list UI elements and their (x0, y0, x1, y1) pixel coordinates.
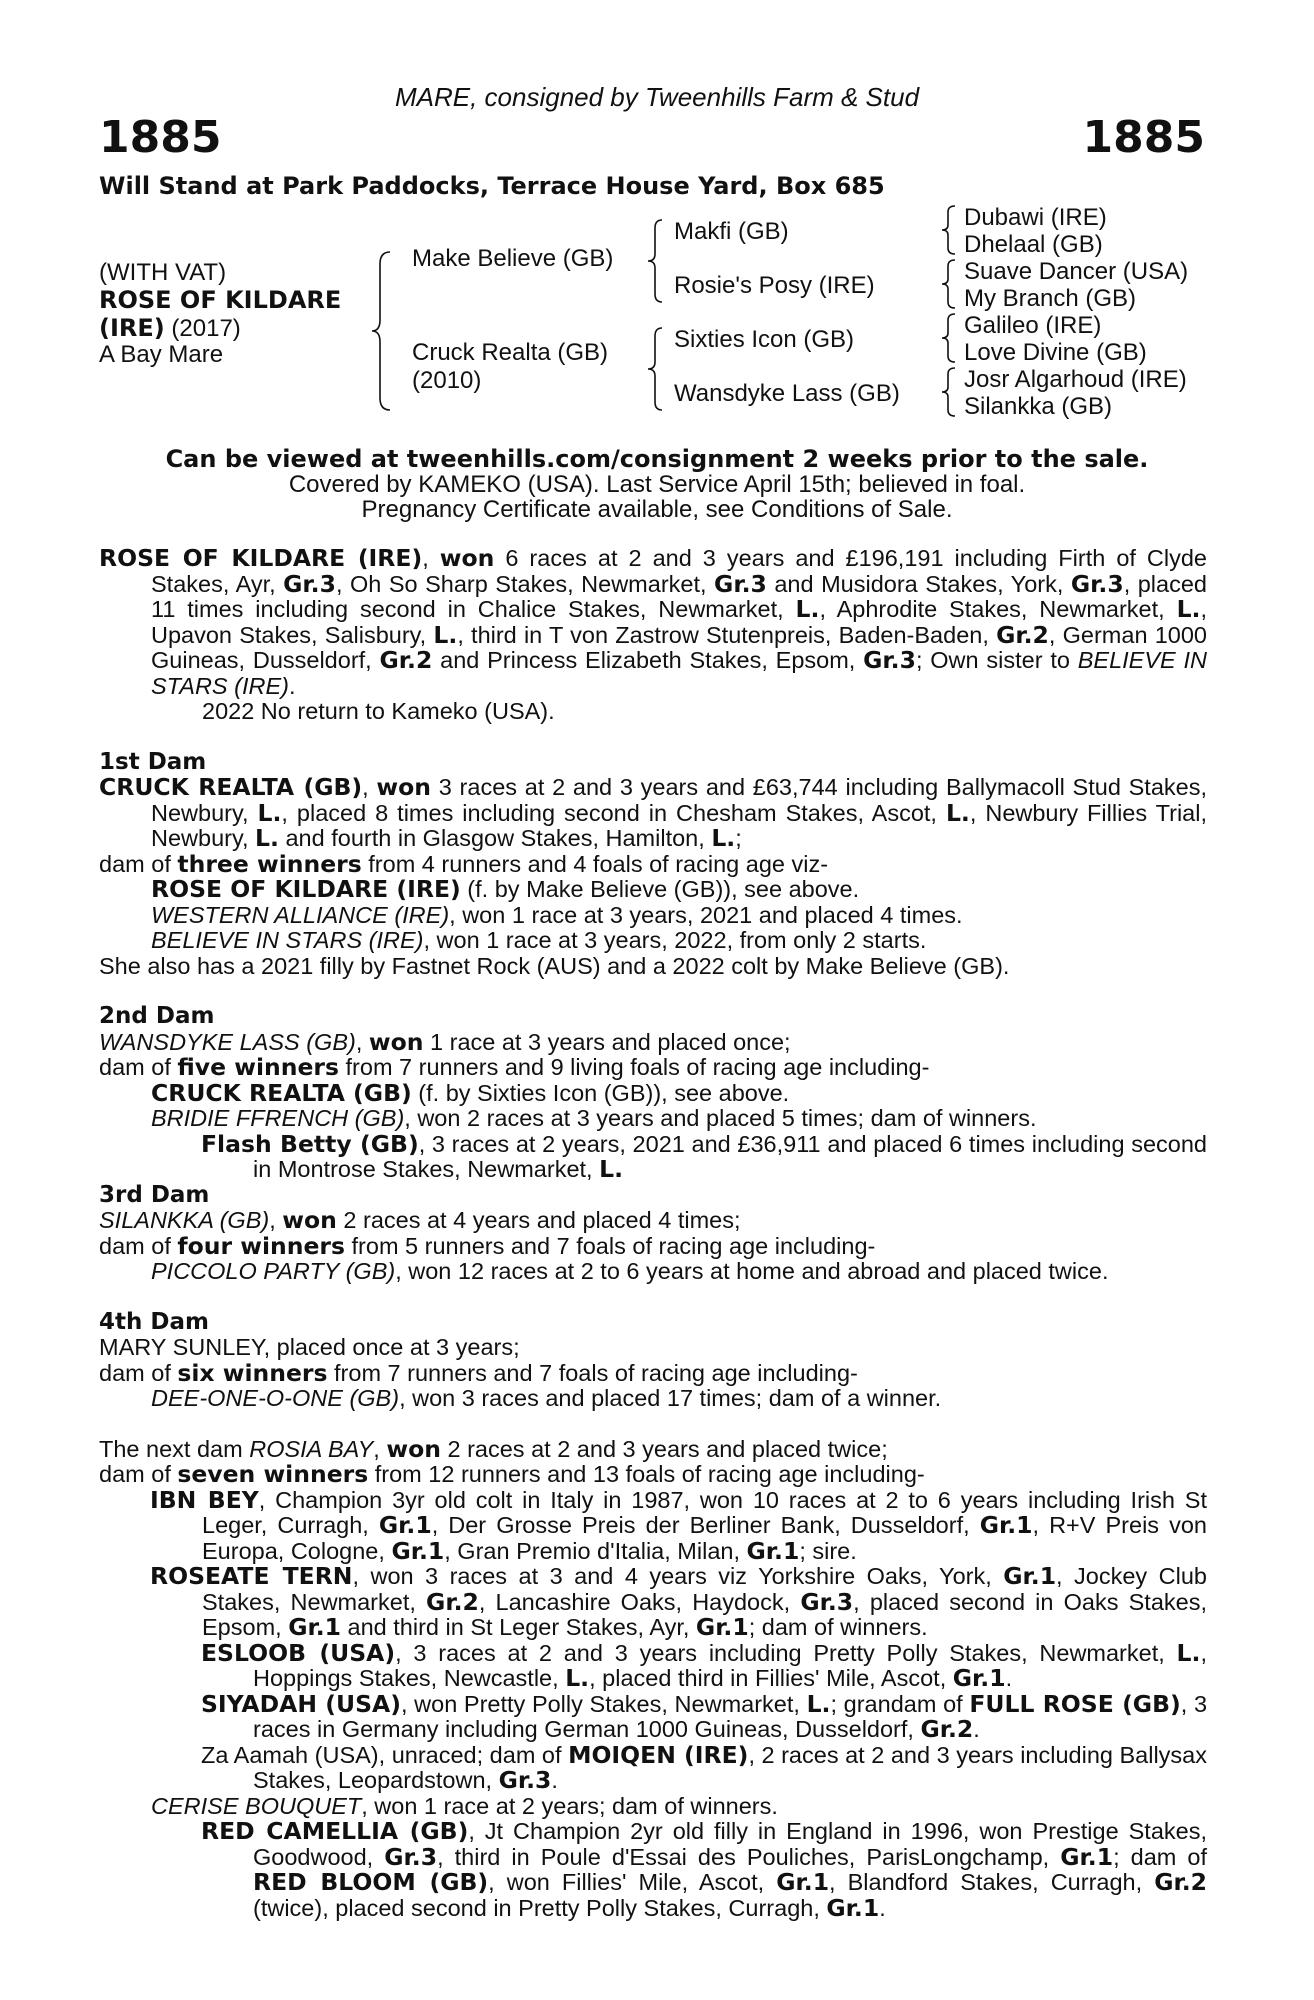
produce-name: FULL ROSE (GB) (969, 1689, 1181, 1718)
dam1-heading: 1st Dam (99, 748, 207, 775)
covered-note: Covered by KAMEKO (USA). Last Service April 15th; believed in foal. (288, 471, 1026, 498)
produce-text: , won 3 races at 3 and 4 years viz Yorkshire Oaks, York, (352, 1563, 1004, 1589)
record-text: 6 races at 2 and 3 years and £196,191 including Firth of Clyde Stakes, Ayr, (151, 545, 1207, 597)
grade: L. (806, 1689, 831, 1718)
produce-text: ; sire. (799, 1537, 857, 1564)
produce-name: Flash Betty (GB) (201, 1129, 419, 1158)
dam4-winners: six winners (177, 1358, 328, 1387)
sire: Make Believe (GB) (412, 245, 614, 272)
horse-record: ROSE OF KILDARE (IRE), won 6 races at 2 and 3 years and £196,191 including Firth of Clyde Stakes, Ayr, Gr.3, Oh So Sharp Stakes, Newmarket, Gr.3 and Musidora Stakes, York, Gr.3, placed 11 times including second in Chalice Stakes, Newmarket, L., Aphrodite Stakes, Newmarket, L., Upavon Stakes, Salisbury, L., third in T von Zastrow Stutenpreis, Baden-Baden, Gr.2, German 1000 Guineas, Dusseldorf, Gr.2 and Princess Elizabeth Stakes, Epsom, Gr.3; Own sister to BELIEVE IN STARS (IRE). (99, 544, 1207, 699)
produce-name: RED CAMELLIA (GB) (201, 1817, 469, 1845)
produce-text: , Blandford Stakes, Curragh, (829, 1869, 1155, 1895)
produce-text: , R+V Preis von Europa, Cologne, (202, 1512, 1207, 1564)
produce-text: . (551, 1767, 558, 1793)
grade: L. (795, 595, 820, 623)
produce-text: (f. by Sixties Icon (GB)), see above. (411, 1079, 790, 1106)
record-text: and Musidora Stakes, York, (766, 570, 1071, 597)
produce-text: ; grandam of (830, 1690, 970, 1717)
horse-year: (2017) (164, 315, 241, 342)
dam2-record: WANSDYKE LASS (GB), won 1 race at 3 years and placed once; (99, 1027, 791, 1056)
grade: L. (1176, 1638, 1201, 1667)
produce-text: ; dam of (1113, 1843, 1208, 1870)
viewing-note: Can be viewed at tweenhills.com/consignment 2 weeks prior to the sale. (165, 445, 1149, 473)
grade: Gr.1 (695, 1613, 749, 1641)
brace-g3-3 (940, 312, 958, 364)
dam-year: (2010) (412, 367, 482, 394)
grade: L. (565, 1664, 590, 1692)
dam1-text: and fourth in Glasgow Stakes, Hamilton, (278, 825, 712, 851)
dam2-produce-1 (99, 1078, 1207, 1107)
grade: Gr.1 (1060, 1842, 1114, 1871)
produce-text: , 3 races at 2 years, 2021 and £36,911 and placed 6 times including second in Montrose Stakes, Newmarket, (253, 1130, 1207, 1182)
grade: Gr.3 (498, 1766, 552, 1794)
next-produce-summary (99, 1462, 1207, 1488)
produce-text: , Der Grosse Preis der Berliner Bank, Dusseldorf, (431, 1512, 980, 1538)
produce-name: PICCOLO PARTY (GB) (151, 1258, 396, 1284)
brace-sire (646, 218, 666, 304)
record-text: , Oh So Sharp Stakes, Newmarket, (335, 570, 715, 597)
produce-name: DEE-ONE-O-ONE (GB) (151, 1385, 400, 1411)
produce-text: Za Aamah (USA), unraced; dam of (201, 1741, 569, 1768)
grade: Gr.3 (714, 569, 767, 598)
ped-g3-7: Josr Algarhoud (IRE) (964, 366, 1187, 393)
grade: Gr.3 (1070, 569, 1124, 598)
lot-number-left: 1885 (99, 112, 222, 163)
dam1-name: CRUCK REALTA (GB) (99, 773, 363, 801)
dam2-text: from 7 runners and 9 living foals of racing age including- (338, 1054, 930, 1080)
produce-text: . (879, 1894, 886, 1921)
produce-red-camellia (99, 1819, 1207, 1921)
grade: L. (599, 1155, 624, 1183)
produce-text: , placed second in Oaks Stakes, Epsom, (202, 1588, 1207, 1640)
produce-text: , won 1 race at 3 years, 2021 and placed 4 times. (449, 901, 963, 928)
horse-name: ROSE OF KILDARE (99, 286, 342, 314)
sire-dam: Rosie's Posy (IRE) (674, 272, 875, 299)
produce-text: , won Pretty Polly Stakes, Newmarket, (400, 1690, 807, 1717)
dam1-produce-1 (99, 877, 1207, 903)
dam1-text: dam of (99, 850, 178, 877)
ped-g3-1: Dubawi (IRE) (964, 204, 1107, 231)
record-text: , placed 11 times including second in Chalice Stakes, Newmarket, (151, 570, 1207, 622)
ped-g3-6: Love Divine (GB) (964, 339, 1147, 366)
dam1-produce-summary (99, 849, 1207, 878)
dam1-text: 3 races at 2 and 3 years and £63,744 including Ballymacoll Stud Stakes, Newbury, (151, 774, 1207, 826)
dam1-text: ; (735, 825, 742, 851)
ped-g3-5: Galileo (IRE) (964, 312, 1102, 339)
grade: Gr.3 (800, 1587, 854, 1616)
produce-za-aamah (99, 1740, 1207, 1794)
produce-text: , Gran Premio d'Italia, Milan, (444, 1537, 747, 1564)
produce-name: RED BLOOM (GB) (253, 1868, 489, 1896)
dam2-text: 1 race at 3 years and placed once; (423, 1028, 791, 1055)
produce-text: , won 12 races at 2 to 6 years at home and abroad and placed twice. (395, 1258, 1109, 1284)
grade: Gr.2 (920, 1715, 974, 1743)
dam1-produce-3 (99, 928, 1207, 954)
dam1-also: She also has a 2021 filly by Fastnet Rock (AUS) and a 2022 colt by Make Believe (GB). (99, 952, 1010, 979)
dam2-name: WANSDYKE LASS (GB) (99, 1028, 356, 1055)
grade: L. (1176, 595, 1201, 623)
brace-g3-1 (940, 204, 958, 256)
produce-text: , placed third in Fillies' Mile, Ascot, (589, 1665, 953, 1691)
produce-esloob (99, 1638, 1207, 1692)
produce-name: CRUCK REALTA (GB) (151, 1078, 412, 1107)
next-text: dam of (99, 1461, 178, 1487)
dam1-produce-2 (99, 903, 1207, 929)
produce-name: BELIEVE IN STARS (IRE) (151, 927, 424, 953)
produce-text: , 2 races at 2 and 3 years including Ballysax Stakes, Leopardstown, (253, 1741, 1207, 1793)
produce-text: ; dam of winners. (748, 1614, 928, 1640)
next-winners: seven winners (177, 1460, 369, 1488)
produce-text: , Jockey Club Stakes, Newmarket, (202, 1563, 1207, 1615)
next-text: The next dam (99, 1435, 250, 1462)
consignor-line: MARE, consigned by Tweenhills Farm & Stud (394, 82, 920, 112)
return-note: 2022 No return to Kameko (USA). (202, 698, 555, 724)
vat-note: (WITH VAT) (99, 259, 227, 286)
grade: Gr.1 (979, 1511, 1033, 1539)
grade: Gr.1 (288, 1613, 342, 1641)
dam2-produce-2 (99, 1106, 1207, 1132)
dam1-text: from 4 runners and 4 foals of racing age viz- (361, 850, 829, 877)
dam2-winners: five winners (177, 1053, 339, 1081)
dam1-winners: three winners (177, 849, 362, 878)
dam1-won: won (376, 773, 432, 801)
record-text: , third in T von Zastrow Stutenpreis, Baden-Baden, (457, 621, 997, 648)
dam3-record: SILANKKA (GB), won 2 races at 4 years and placed 4 times; (99, 1206, 741, 1234)
grade: Gr.2 (426, 1587, 479, 1616)
horse-name-country (99, 314, 241, 343)
grade: Gr.3 (283, 569, 336, 598)
grade: Gr.1 (952, 1664, 1006, 1692)
grade: L. (257, 798, 282, 827)
next-text: from 12 runners and 13 foals of racing age including- (368, 1461, 925, 1487)
grade: L. (433, 620, 458, 649)
dam1-record: CRUCK REALTA (GB), won 3 races at 2 and 3 years and £63,744 including Ballymacoll Stud Stakes, Newbury, L., placed 8 times including second in Chesham Stakes, Ascot, L., Newbury Fillies Trial, Newbury, L. and fourth in Glasgow Stakes, Hamilton, L.; (99, 773, 1208, 852)
grade: Gr.2 (1154, 1868, 1208, 1896)
produce-name: BRIDIE FFRENCH (GB) (151, 1105, 405, 1131)
dam4-record: MARY SUNLEY, placed once at 3 years; (99, 1334, 520, 1360)
dam3-won: won (282, 1206, 337, 1234)
dam3-winners: four winners (177, 1231, 345, 1260)
grade: Gr.1 (378, 1511, 432, 1539)
dam3-name: SILANKKA (GB) (99, 1207, 270, 1233)
dam3-text: from 5 runners and 7 foals of racing age including- (345, 1232, 876, 1259)
horse-description: A Bay Mare (99, 341, 224, 368)
produce-name: CERISE BOUQUET (151, 1792, 362, 1819)
brace-g3-4 (940, 366, 958, 418)
record-text: and Princess Elizabeth Stakes, Epsom, (432, 647, 864, 673)
dam1-text: , Newbury Fillies Trial, Newbury, (151, 799, 1208, 851)
dam2-won: won (368, 1027, 424, 1056)
produce-text: , won Fillies' Mile, Ascot, (488, 1869, 777, 1895)
dam2-produce-3 (99, 1129, 1207, 1183)
produce-roseate-tern (99, 1564, 1207, 1641)
grade: Gr.1 (776, 1868, 830, 1896)
grade: Gr.1 (1003, 1562, 1057, 1590)
produce-name: WESTERN ALLIANCE (IRE) (151, 901, 450, 928)
record-won: won (439, 544, 495, 572)
next-dam-record (99, 1434, 1207, 1463)
dam4-heading: 4th Dam (99, 1308, 209, 1335)
dam-sire: Sixties Icon (GB) (674, 326, 855, 353)
race-record-body (99, 546, 1207, 1921)
produce-ibn-bey (99, 1485, 1207, 1565)
dam1-text: , placed 8 times including second in Chesham Stakes, Ascot, (281, 799, 946, 826)
next-dam-name: ROSIA BAY (249, 1435, 374, 1462)
next-won: won (386, 1434, 441, 1463)
brace-dam (646, 326, 666, 412)
dam4-produce-1 (99, 1386, 1207, 1412)
produce-cerise-bouquet (99, 1794, 1207, 1820)
dam4-produce-summary (99, 1358, 1207, 1387)
grade: Gr.1 (746, 1536, 800, 1565)
grade: L. (255, 824, 279, 852)
produce-text: (twice), placed second in Pretty Polly Stakes, Curragh, (253, 1894, 827, 1921)
sister-name: BELIEVE IN STARS (IRE) (151, 647, 1207, 699)
grade: Gr.3 (863, 646, 916, 674)
produce-name: ROSEATE TERN (150, 1562, 353, 1590)
dam-dam: Wansdyke Lass (GB) (674, 380, 900, 407)
produce-text: , won 1 race at 3 years, 2022, from only 2 starts. (423, 927, 927, 953)
ped-g3-8: Silankka (GB) (964, 393, 1113, 420)
produce-text: (f. by Make Believe (GB)), see above. (460, 876, 860, 902)
ped-g3-4: My Branch (GB) (964, 285, 1137, 312)
ped-g3-2: Dhelaal (GB) (964, 231, 1103, 258)
grade: L. (711, 824, 736, 852)
dam3-produce-1 (99, 1259, 1207, 1285)
pregnancy-note: Pregnancy Certificate available, see Conditions of Sale. (361, 496, 953, 523)
ped-g3-3: Suave Dancer (USA) (964, 258, 1189, 285)
produce-text: . (1005, 1665, 1013, 1691)
sire-sire: Makfi (GB) (674, 218, 789, 245)
produce-text: , 3 races in Germany including German 1000 Guineas, Dusseldorf, (253, 1690, 1208, 1742)
produce-name: IBN BEY (150, 1485, 259, 1514)
produce-text: and third in St Leger Stakes, Ayr, (341, 1614, 696, 1640)
record-text: , German 1000 Guineas, Dusseldorf, (151, 621, 1207, 673)
record-horse-name: ROSE OF KILDARE (IRE) (99, 544, 423, 572)
grade: Gr.1 (826, 1893, 880, 1922)
record-text: , Aphrodite Stakes, Newmarket, (819, 596, 1177, 622)
produce-text: , Jt Champion 2yr old filly in England in 1996, won Prestige Stakes, Goodwood, (253, 1818, 1207, 1870)
dam2-heading: 2nd Dam (99, 1003, 215, 1029)
grade: Gr.1 (391, 1536, 445, 1565)
brace-gen1 (370, 250, 394, 412)
grade: Gr.3 (384, 1842, 438, 1871)
produce-text: , won 3 races and placed 17 times; dam of a winner. (399, 1385, 942, 1411)
stand-location: Will Stand at Park Paddocks, Terrace House Yard, Box 685 (99, 172, 885, 200)
dam3-text: 2 races at 4 years and placed 4 times; (336, 1207, 741, 1233)
dam3-text: dam of (99, 1232, 178, 1259)
produce-text: , third in Poule d'Essai des Pouliches, ParisLongchamp, (437, 1843, 1061, 1870)
produce-name: MOIQEN (IRE) (568, 1740, 749, 1769)
produce-text: . (973, 1716, 980, 1742)
produce-siyadah (99, 1689, 1208, 1743)
produce-text: , won 2 races at 3 years and placed 5 times; dam of winners. (404, 1105, 1037, 1131)
produce-text: , Lancashire Oaks, Haydock, (478, 1588, 801, 1615)
produce-text: , won 1 race at 2 years; dam of winners. (361, 1792, 778, 1819)
produce-name: ESLOOB (USA) (201, 1638, 396, 1667)
produce-text: , Hoppings Stakes, Newcastle, (253, 1639, 1207, 1691)
lot-number-right: 1885 (1082, 112, 1205, 163)
dam: Cruck Realta (GB) (412, 339, 609, 366)
brace-g3-2 (940, 258, 958, 310)
dam2-produce-summary (99, 1055, 1207, 1081)
dam3-heading: 3rd Dam (99, 1181, 210, 1208)
produce-text: , 3 races at 2 and 3 years including Pretty Polly Stakes, Newmarket, (395, 1639, 1177, 1666)
next-text: , (373, 1435, 387, 1462)
grade: L. (945, 798, 970, 827)
record-text: ; Own sister to (915, 647, 1078, 673)
dam2-text: dam of (99, 1054, 178, 1080)
produce-text: , Champion 3yr old colt in Italy in 1987, won 10 races at 2 to 6 years including Irish St Leger, Curragh, (202, 1486, 1207, 1538)
horse-country: (IRE) (99, 314, 165, 342)
produce-name: ROSE OF KILDARE (IRE) (151, 875, 461, 903)
next-text: 2 races at 2 and 3 years and placed twice; (440, 1435, 888, 1462)
dam3-produce-summary (99, 1231, 1207, 1260)
grade: Gr.2 (996, 620, 1049, 649)
dam4-text: from 7 runners and 7 foals of racing age including- (327, 1359, 858, 1386)
grade: Gr.2 (379, 646, 433, 674)
produce-name: SIYADAH (USA) (201, 1689, 401, 1718)
record-text: , Upavon Stakes, Salisbury, (151, 596, 1207, 648)
dam4-text: dam of (99, 1359, 178, 1386)
record-text: . (288, 672, 296, 699)
